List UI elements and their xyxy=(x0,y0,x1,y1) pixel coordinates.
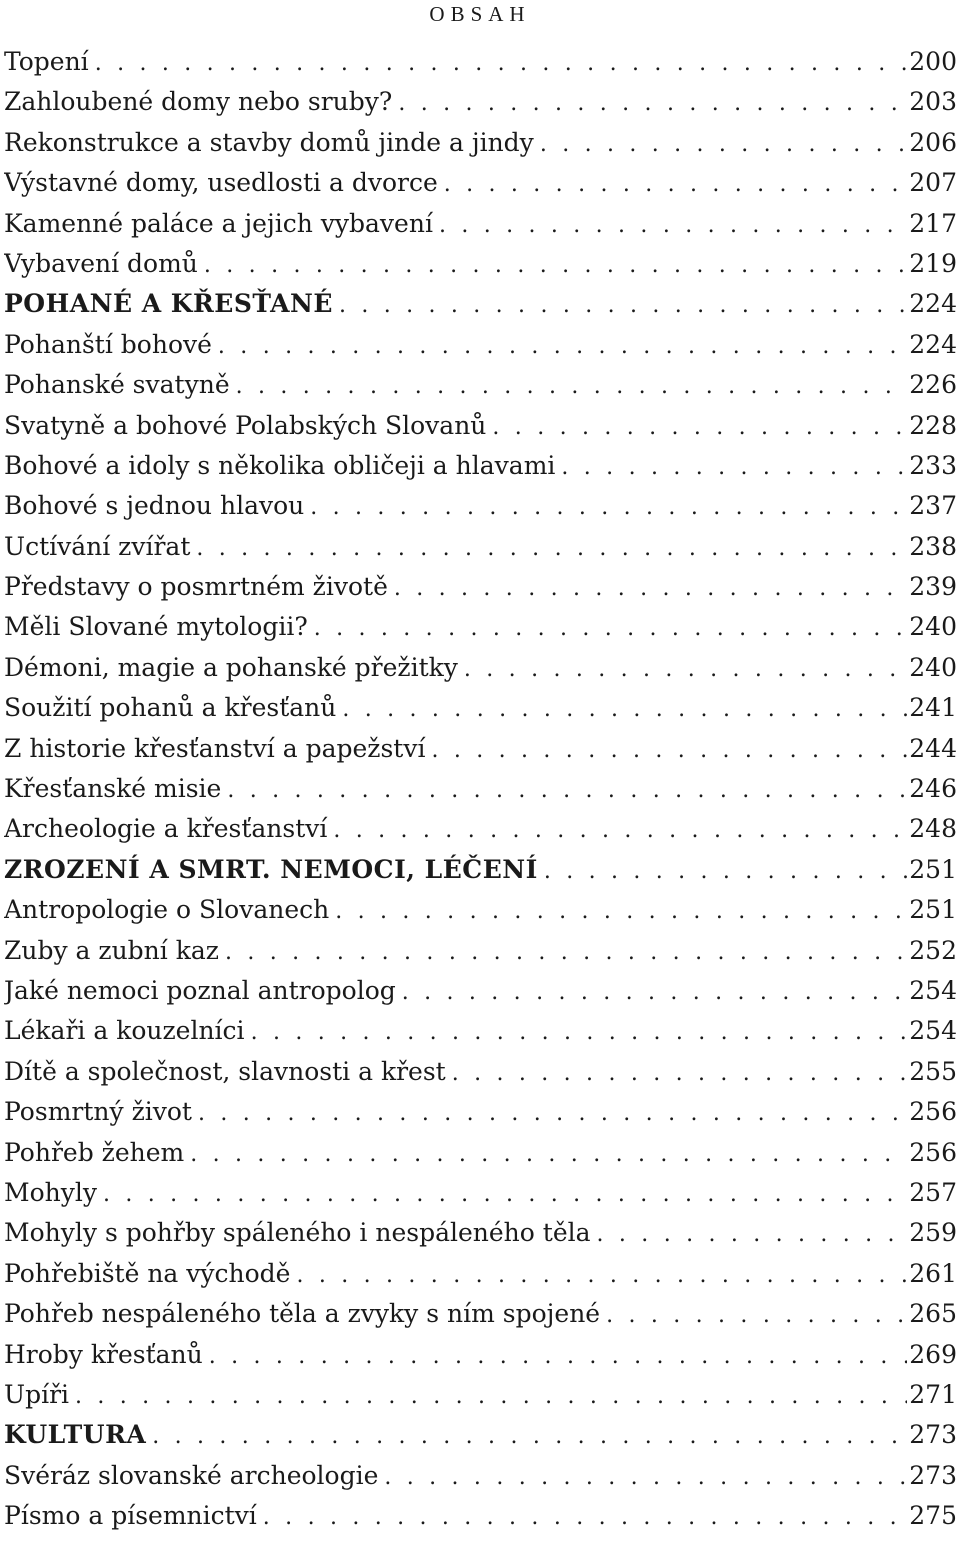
toc-entry xyxy=(4,931,957,971)
toc-entry xyxy=(4,809,957,849)
dot-leader xyxy=(384,1458,907,1496)
dot-leader xyxy=(444,165,908,203)
toc-entry-title: Démoni, magie a pohanské přežitky xyxy=(4,652,458,682)
table-of-contents xyxy=(4,42,957,1536)
dot-leader xyxy=(218,327,907,365)
toc-entry-title: Posmrtný život xyxy=(4,1097,192,1127)
toc-entry xyxy=(4,365,957,405)
toc-entry-page-number: 224 xyxy=(909,289,957,319)
toc-entry-title: Bohové s jednou hlavou xyxy=(4,491,305,521)
toc-entry-title: Upíři xyxy=(4,1379,70,1409)
toc-entry-title: Mohyly xyxy=(4,1177,97,1207)
toc-entry-page-number: 261 xyxy=(909,1258,957,1288)
toc-entry-title: Představy o posmrtném životě xyxy=(4,572,388,602)
toc-entry-title: Mohyly s pohřby spáleného i nespáleného těla xyxy=(4,1218,591,1248)
dot-leader xyxy=(251,1013,908,1051)
toc-entry xyxy=(4,1375,957,1415)
toc-entry-page-number: 244 xyxy=(909,733,957,763)
toc-entry-page-number: 252 xyxy=(909,935,957,965)
toc-entry xyxy=(4,1133,957,1173)
toc-entry xyxy=(4,567,957,607)
dot-leader xyxy=(540,125,907,163)
dot-leader xyxy=(597,1215,908,1253)
toc-entry-page-number: 217 xyxy=(909,208,957,238)
dot-leader xyxy=(190,1135,907,1173)
toc-entry-page-number: 224 xyxy=(909,329,957,359)
toc-entry xyxy=(4,1294,957,1334)
toc-entry-title: Topení xyxy=(4,47,89,76)
toc-entry-page-number: 238 xyxy=(909,531,957,561)
toc-entry-page-number: 246 xyxy=(909,774,957,804)
toc-entry-page-number: 271 xyxy=(909,1379,957,1409)
toc-entry-title: Pohřebiště na východě xyxy=(4,1258,291,1288)
toc-entry-title: Z historie křesťanství a papežství xyxy=(4,733,426,763)
toc-entry-title: Písmo a písemnictví xyxy=(4,1501,257,1531)
toc-entry-page-number: 256 xyxy=(909,1137,957,1167)
toc-entry xyxy=(4,1213,957,1253)
toc-entry-title: Bohové a idoly s několika obličeji a hlavami xyxy=(4,450,556,480)
toc-entry-page-number: 255 xyxy=(909,1056,957,1086)
toc-entry-page-number: 226 xyxy=(909,370,957,400)
dot-leader xyxy=(398,84,907,122)
toc-entry-title: ZROZENÍ A SMRT. NEMOCI, LÉČENÍ xyxy=(4,854,538,884)
toc-entry-title: Měli Slované mytologii? xyxy=(4,612,308,642)
dot-leader xyxy=(196,529,907,567)
toc-entry-title: Pohanské svatyně xyxy=(4,370,230,400)
dot-leader xyxy=(335,892,907,930)
toc-entry-page-number: 273 xyxy=(909,1460,957,1490)
toc-entry-title: Rekonstrukce a stavby domů jinde a jindy xyxy=(4,127,534,157)
toc-entry-page-number: 275 xyxy=(909,1501,957,1531)
toc-entry-page-number: 256 xyxy=(909,1097,957,1127)
toc-entry-page-number: 206 xyxy=(909,127,957,157)
dot-leader xyxy=(152,1417,907,1455)
toc-entry xyxy=(4,688,957,728)
toc-entry xyxy=(4,406,957,446)
dot-leader xyxy=(263,1498,907,1536)
toc-entry-title: Kamenné paláce a jejich vybavení xyxy=(4,208,433,238)
toc-entry-title: Lékaři a kouzelníci xyxy=(4,1016,245,1046)
toc-entry-page-number: 254 xyxy=(909,975,957,1005)
toc-entry-title: Zuby a zubní kaz xyxy=(4,935,219,965)
toc-entry-title: Pohřeb nespáleného těla a zvyky s ním spojené xyxy=(4,1299,601,1329)
toc-entry xyxy=(4,729,957,769)
dot-leader xyxy=(75,1377,907,1415)
toc-entry-page-number: 228 xyxy=(909,410,957,440)
dot-leader xyxy=(394,569,907,607)
toc-entry xyxy=(4,244,957,284)
toc-entry xyxy=(4,1011,957,1051)
toc-entry-title: POHANÉ A KŘESŤANÉ xyxy=(4,289,333,319)
dot-leader xyxy=(296,1256,907,1294)
toc-entry xyxy=(4,82,957,122)
toc-entry-title: Hroby křesťanů xyxy=(4,1339,203,1369)
toc-entry-title: Antropologie o Slovanech xyxy=(4,895,330,925)
toc-entry xyxy=(4,971,957,1011)
toc-entry xyxy=(4,648,957,688)
dot-leader xyxy=(561,448,907,486)
toc-entry-page-number: 200 xyxy=(909,47,957,76)
toc-section-heading xyxy=(4,1415,957,1455)
dot-leader xyxy=(236,367,908,405)
toc-entry-title: Křesťanské misie xyxy=(4,774,222,804)
toc-entry xyxy=(4,42,957,82)
dot-leader xyxy=(431,731,907,769)
toc-section-heading xyxy=(4,284,957,324)
toc-entry xyxy=(4,890,957,930)
toc-entry-title: Výstavné domy, usedlosti a dvorce xyxy=(4,168,438,198)
dot-leader xyxy=(452,1054,908,1092)
toc-entry-title: Archeologie a křesťanství xyxy=(4,814,328,844)
toc-entry-title: Uctívání zvířat xyxy=(4,531,191,561)
toc-entry-page-number: 207 xyxy=(909,168,957,198)
toc-entry xyxy=(4,163,957,203)
toc-entry-page-number: 254 xyxy=(909,1016,957,1046)
toc-entry-title: Soužití pohanů a křesťanů xyxy=(4,693,337,723)
dot-leader xyxy=(314,609,908,647)
toc-entry xyxy=(4,607,957,647)
toc-entry-title: Vybavení domů xyxy=(4,248,198,278)
dot-leader xyxy=(464,650,907,688)
toc-entry-page-number: 248 xyxy=(909,814,957,844)
toc-entry-page-number: 269 xyxy=(909,1339,957,1369)
toc-entry-title: Zahloubené domy nebo sruby? xyxy=(4,87,393,117)
toc-entry-title: Svéráz slovanské archeologie xyxy=(4,1460,379,1490)
toc-entry-page-number: 241 xyxy=(909,693,957,723)
dot-leader xyxy=(402,973,908,1011)
toc-entry xyxy=(4,1335,957,1375)
dot-leader xyxy=(606,1296,907,1334)
toc-entry-title: Pohřeb žehem xyxy=(4,1137,185,1167)
toc-entry xyxy=(4,769,957,809)
toc-entry-page-number: 259 xyxy=(909,1218,957,1248)
toc-entry-page-number: 240 xyxy=(909,612,957,642)
toc-entry xyxy=(4,527,957,567)
toc-entry xyxy=(4,123,957,163)
toc-entry-page-number: 237 xyxy=(909,491,957,521)
toc-entry-page-number: 251 xyxy=(909,854,957,884)
dot-leader xyxy=(544,852,907,890)
toc-entry-page-number: 219 xyxy=(909,248,957,278)
toc-entry-page-number: 265 xyxy=(909,1299,957,1329)
toc-entry-title: Jaké nemoci poznal antropolog xyxy=(4,975,396,1005)
dot-leader xyxy=(103,1175,907,1213)
dot-leader xyxy=(204,246,907,284)
dot-leader xyxy=(439,206,907,244)
page-header-title: OBSAH xyxy=(429,2,531,26)
toc-entry xyxy=(4,1092,957,1132)
toc-section-heading xyxy=(4,850,957,890)
toc-entry xyxy=(4,1496,957,1536)
dot-leader xyxy=(198,1094,907,1132)
toc-entry xyxy=(4,1254,957,1294)
toc-entry xyxy=(4,1456,957,1496)
dot-leader xyxy=(225,933,907,971)
toc-entry-title: Dítě a společnost, slavnosti a křest xyxy=(4,1056,446,1086)
dot-leader xyxy=(492,408,907,446)
toc-entry-page-number: 239 xyxy=(909,572,957,602)
toc-entry-page-number: 273 xyxy=(909,1420,957,1450)
toc-entry-page-number: 257 xyxy=(909,1177,957,1207)
dot-leader xyxy=(333,811,907,849)
toc-entry-title: KULTURA xyxy=(4,1420,147,1450)
dot-leader xyxy=(339,286,907,324)
dot-leader xyxy=(209,1337,908,1375)
dot-leader xyxy=(227,771,907,809)
toc-entry-page-number: 233 xyxy=(909,450,957,480)
toc-entry-page-number: 251 xyxy=(909,895,957,925)
toc-entry xyxy=(4,1052,957,1092)
toc-entry xyxy=(4,486,957,526)
toc-entry-title: Pohanští bohové xyxy=(4,329,212,359)
toc-entry xyxy=(4,1173,957,1213)
dot-leader xyxy=(95,44,908,82)
toc-entry-page-number: 240 xyxy=(909,652,957,682)
dot-leader xyxy=(310,488,907,526)
toc-entry xyxy=(4,446,957,486)
dot-leader xyxy=(342,690,907,728)
toc-entry-title: Svatyně a bohové Polabských Slovanů xyxy=(4,410,487,440)
toc-entry xyxy=(4,325,957,365)
toc-entry-page-number: 203 xyxy=(909,87,957,117)
toc-entry xyxy=(4,204,957,244)
